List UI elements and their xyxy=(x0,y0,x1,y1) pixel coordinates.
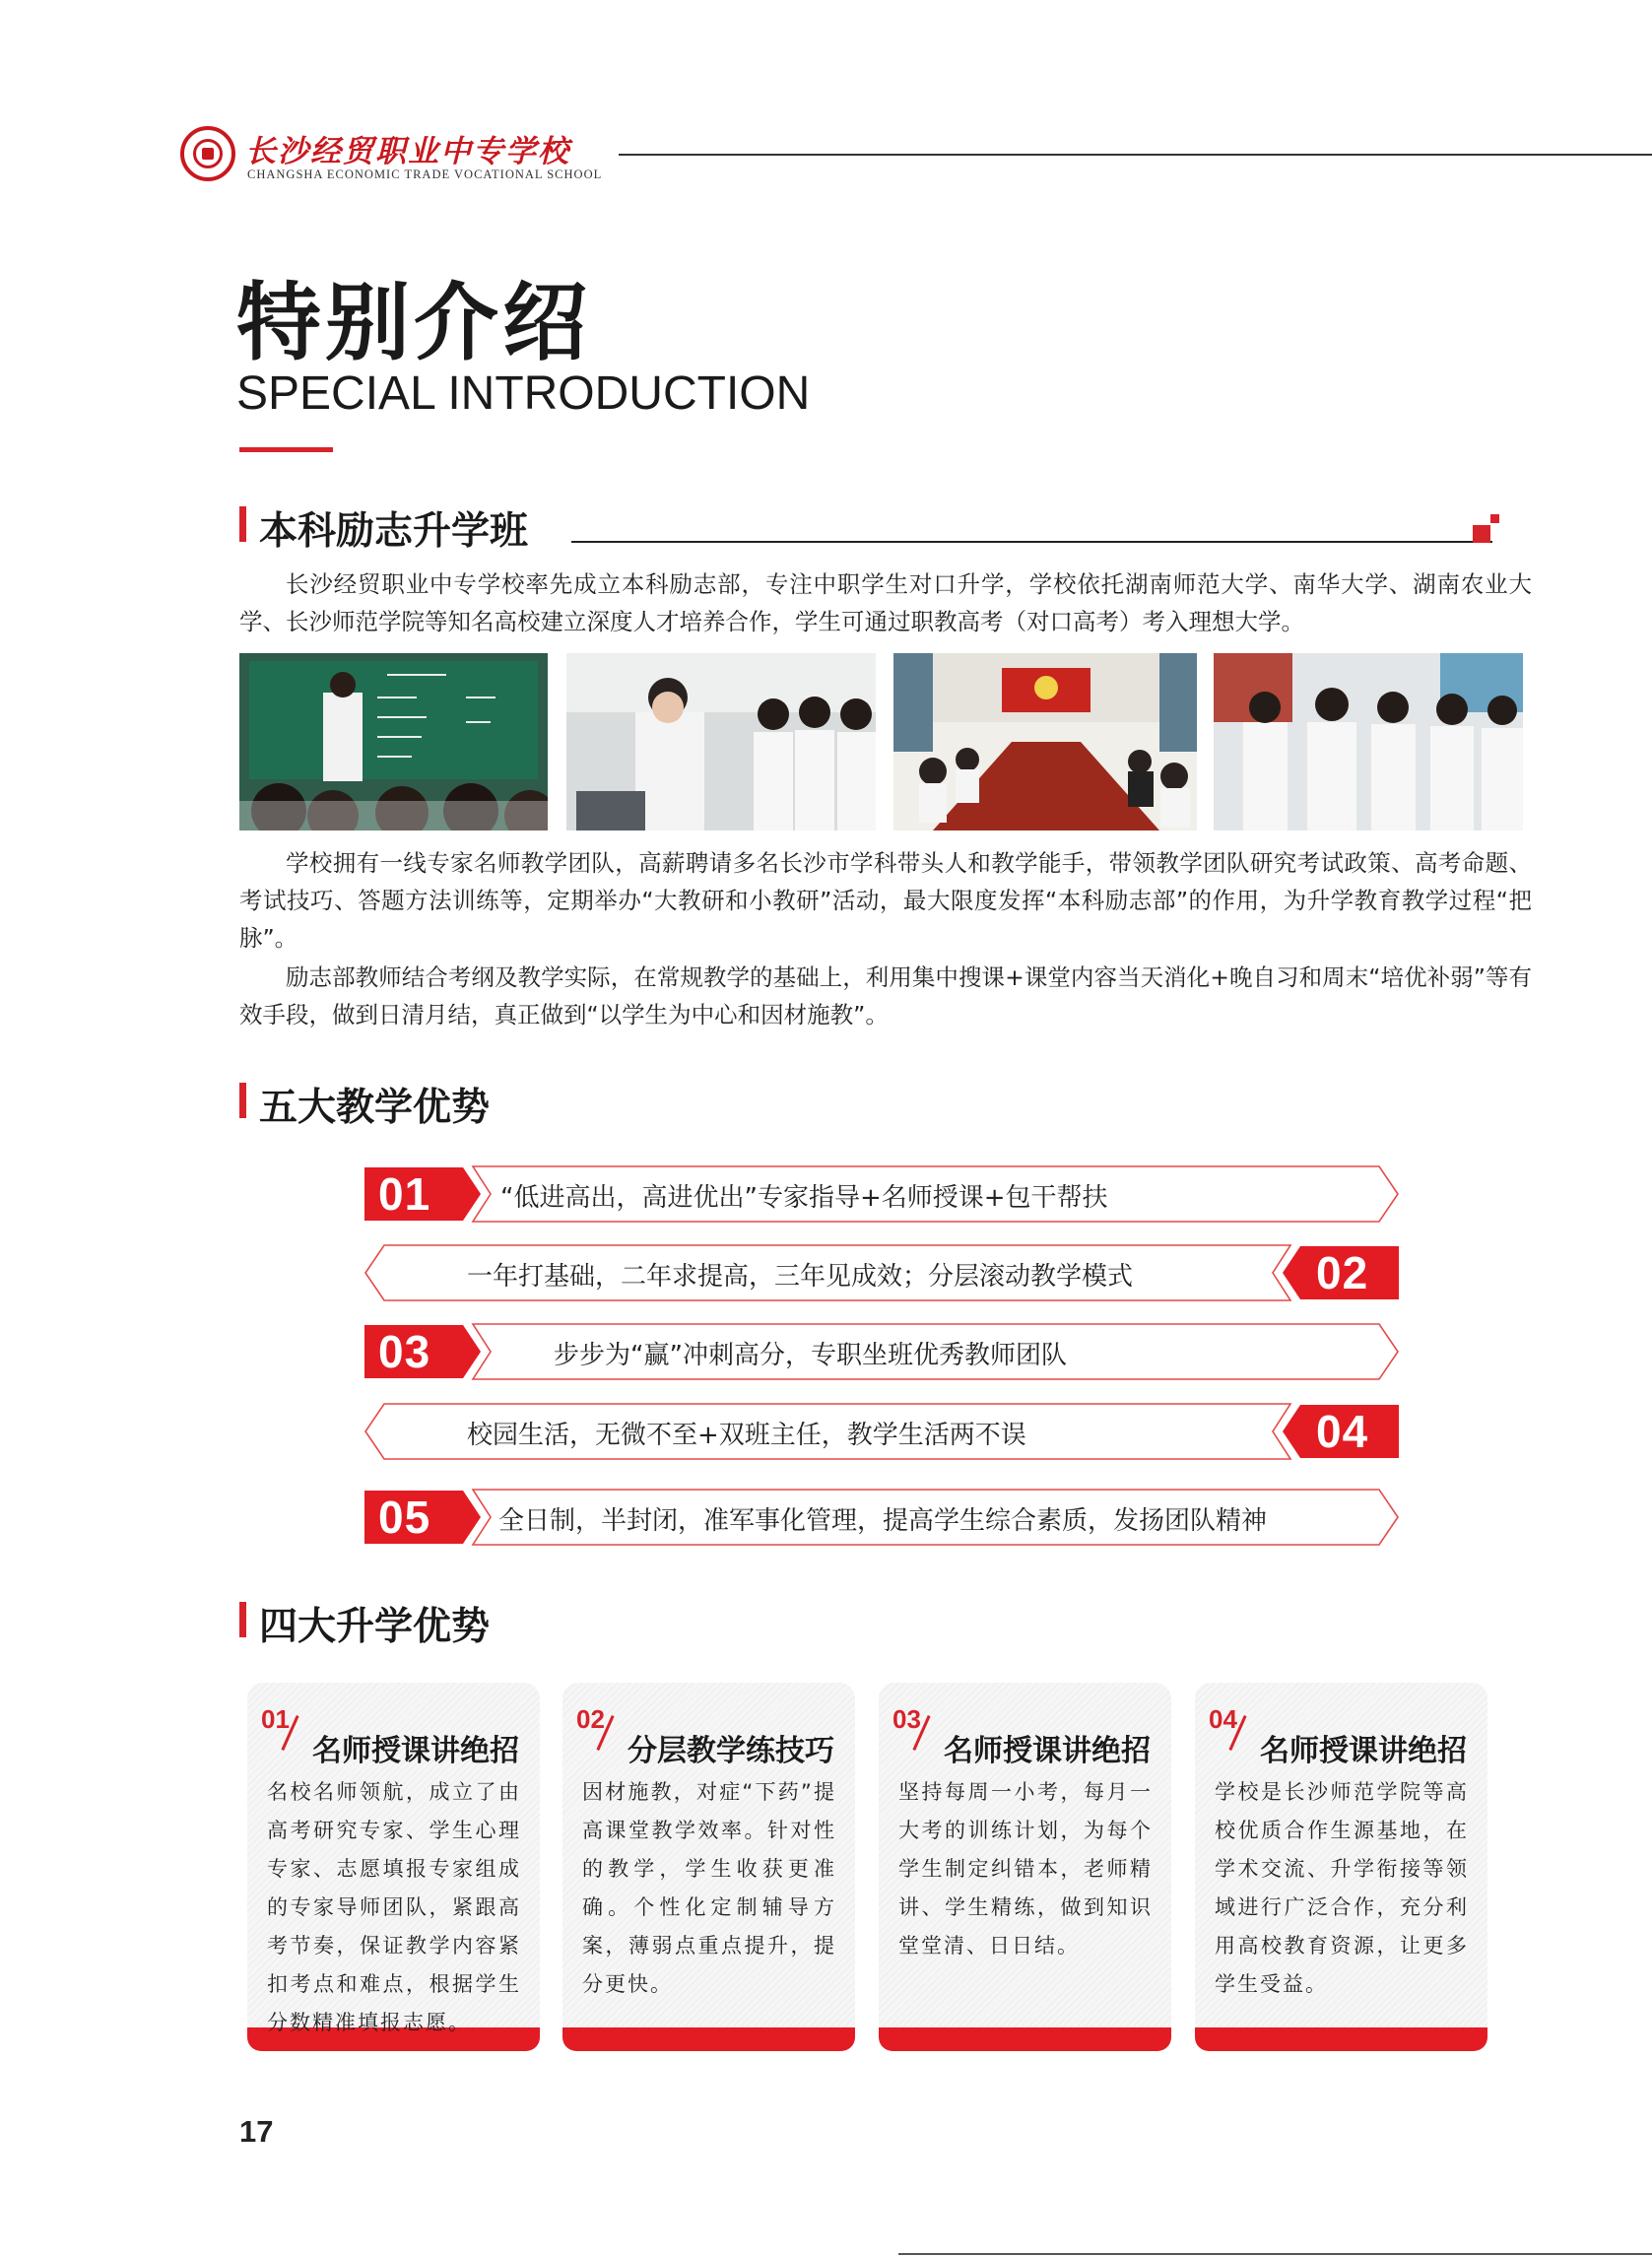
advantage-card xyxy=(879,1683,1171,2052)
photo-meeting xyxy=(893,653,1197,830)
advantage-number: 03 xyxy=(378,1326,431,1377)
heading-bar xyxy=(239,506,246,542)
card-body: 因材施教，对症“下药”提高课堂教学效率。针对性的教学，学生收获更准确。个性化定制辅导方案，薄弱点重点提升，提分更快。 xyxy=(582,1780,836,1996)
page-title: 特别介绍 xyxy=(236,274,591,372)
card-title: 名师授课讲绝招 xyxy=(1260,1734,1467,1768)
advantage-text: 校园生活，无微不至+双班主任，教学生活两不误 xyxy=(467,1421,1026,1450)
advantage-number: 05 xyxy=(378,1492,431,1543)
advantage-item xyxy=(364,1165,1399,1223)
advantage-item xyxy=(364,1244,1399,1301)
heading-bar xyxy=(239,1083,246,1118)
page-number: 17 xyxy=(239,2114,274,2149)
decor-square xyxy=(1473,525,1490,543)
section-divider xyxy=(571,541,1492,543)
card-footer-bar xyxy=(879,2027,1171,2051)
header-divider xyxy=(619,154,1652,156)
school-name-en: CHANGSHA ECONOMIC TRADE VOCATIONAL SCHOOL xyxy=(247,167,603,181)
heading-bar xyxy=(239,1602,246,1637)
advantage-text: 全日制，半封闭，准军事化管理，提高学生综合素质，发扬团队精神 xyxy=(498,1506,1268,1536)
card-title: 名师授课讲绝招 xyxy=(312,1734,519,1768)
card-body: 坚持每周一小考，每月一大考的训练计划，为每个学生制定纠错本，老师精讲、学生精练，做到知识堂堂清、日日结。 xyxy=(898,1780,1153,1958)
advantage-text: 步步为“赢”冲刺高分，专职坐班优秀教师团队 xyxy=(554,1341,1067,1370)
footer-divider xyxy=(898,2253,1652,2255)
advantage-text: “低进高出，高进优出”专家指导+名师授课+包干帮扶 xyxy=(500,1183,1108,1213)
page-subtitle: SPECIAL INTRODUCTION xyxy=(236,367,811,420)
advantage-number: 04 xyxy=(1316,1406,1369,1457)
page-header xyxy=(180,126,1652,185)
advantage-card xyxy=(562,1683,855,2052)
school-logo-icon xyxy=(180,126,235,181)
advantage-number: 01 xyxy=(378,1168,431,1220)
advantage-card xyxy=(247,1683,540,2052)
photo-classroom xyxy=(239,653,548,830)
advantage-item xyxy=(364,1403,1399,1460)
decor-square-small xyxy=(1490,514,1499,523)
section-heading-text: 本科励志升学班 xyxy=(259,509,529,554)
paragraph-teaching-team: 学校拥有一线专家名师教学团队，高薪聘请多名长沙市学科带头人和教学能手，带领教学团队研究考试政策、高考命题、考试技巧、答题方法训练等，定期举办“大教研和小教研”活动，最大限度发挥“本科励志部”的作用，为升学教育教学过程“把脉”。 xyxy=(239,849,1532,952)
card-number: 02 xyxy=(576,1704,605,1734)
photo-students xyxy=(1214,653,1523,830)
card-number: 03 xyxy=(892,1704,921,1734)
card-number: 01 xyxy=(261,1704,290,1734)
advantage-text: 一年打基础，二年求提高，三年见成效；分层滚动教学模式 xyxy=(467,1262,1134,1292)
school-name-cn: 长沙经贸职业中专学校 xyxy=(245,134,570,169)
card-title: 分层教学练技巧 xyxy=(628,1734,834,1768)
card-body: 名校名师领航，成立了由高考研究专家、学生心理专家、志愿填报专家组成的专家导师团队，紧跟高考节奏，保证教学内容紧扣考点和难点，根据学生分数精准填报志愿。 xyxy=(267,1780,521,2034)
section-heading-text: 五大教学优势 xyxy=(259,1086,491,1130)
card-body: 学校是长沙师范学院等高校优质合作生源基地，在学术交流、升学衔接等领域进行广泛合作，充分利用高校教育资源，让更多学生受益。 xyxy=(1215,1780,1469,1996)
advantage-item xyxy=(364,1489,1399,1546)
card-number: 04 xyxy=(1209,1704,1237,1734)
advantage-card xyxy=(1195,1683,1487,2052)
advantage-item xyxy=(364,1323,1399,1380)
card-footer-bar xyxy=(1195,2027,1487,2051)
advantage-number: 02 xyxy=(1316,1247,1369,1298)
paragraph-teaching-method: 励志部教师结合考纲及教学实际，在常规教学的基础上，利用集中搜课+课堂内容当天消化+晚自习和周末“培优补弱”等有效手段，做到日清月结，真正做到“以学生为中心和因材施教”。 xyxy=(239,963,1532,1029)
title-underline xyxy=(239,447,333,452)
photo-workshop xyxy=(566,653,876,830)
card-footer-bar xyxy=(562,2027,855,2051)
section-heading-text: 四大升学优势 xyxy=(259,1605,491,1649)
paragraph-intro: 长沙经贸职业中专学校率先成立本科励志部，专注中职学生对口升学，学校依托湖南师范大学、南华大学、湖南农业大学、长沙师范学院等知名高校建立深度人才培养合作，学生可通过职教高考（对口高考）考入理想大学。 xyxy=(239,570,1532,635)
card-title: 名师授课讲绝招 xyxy=(944,1734,1151,1768)
